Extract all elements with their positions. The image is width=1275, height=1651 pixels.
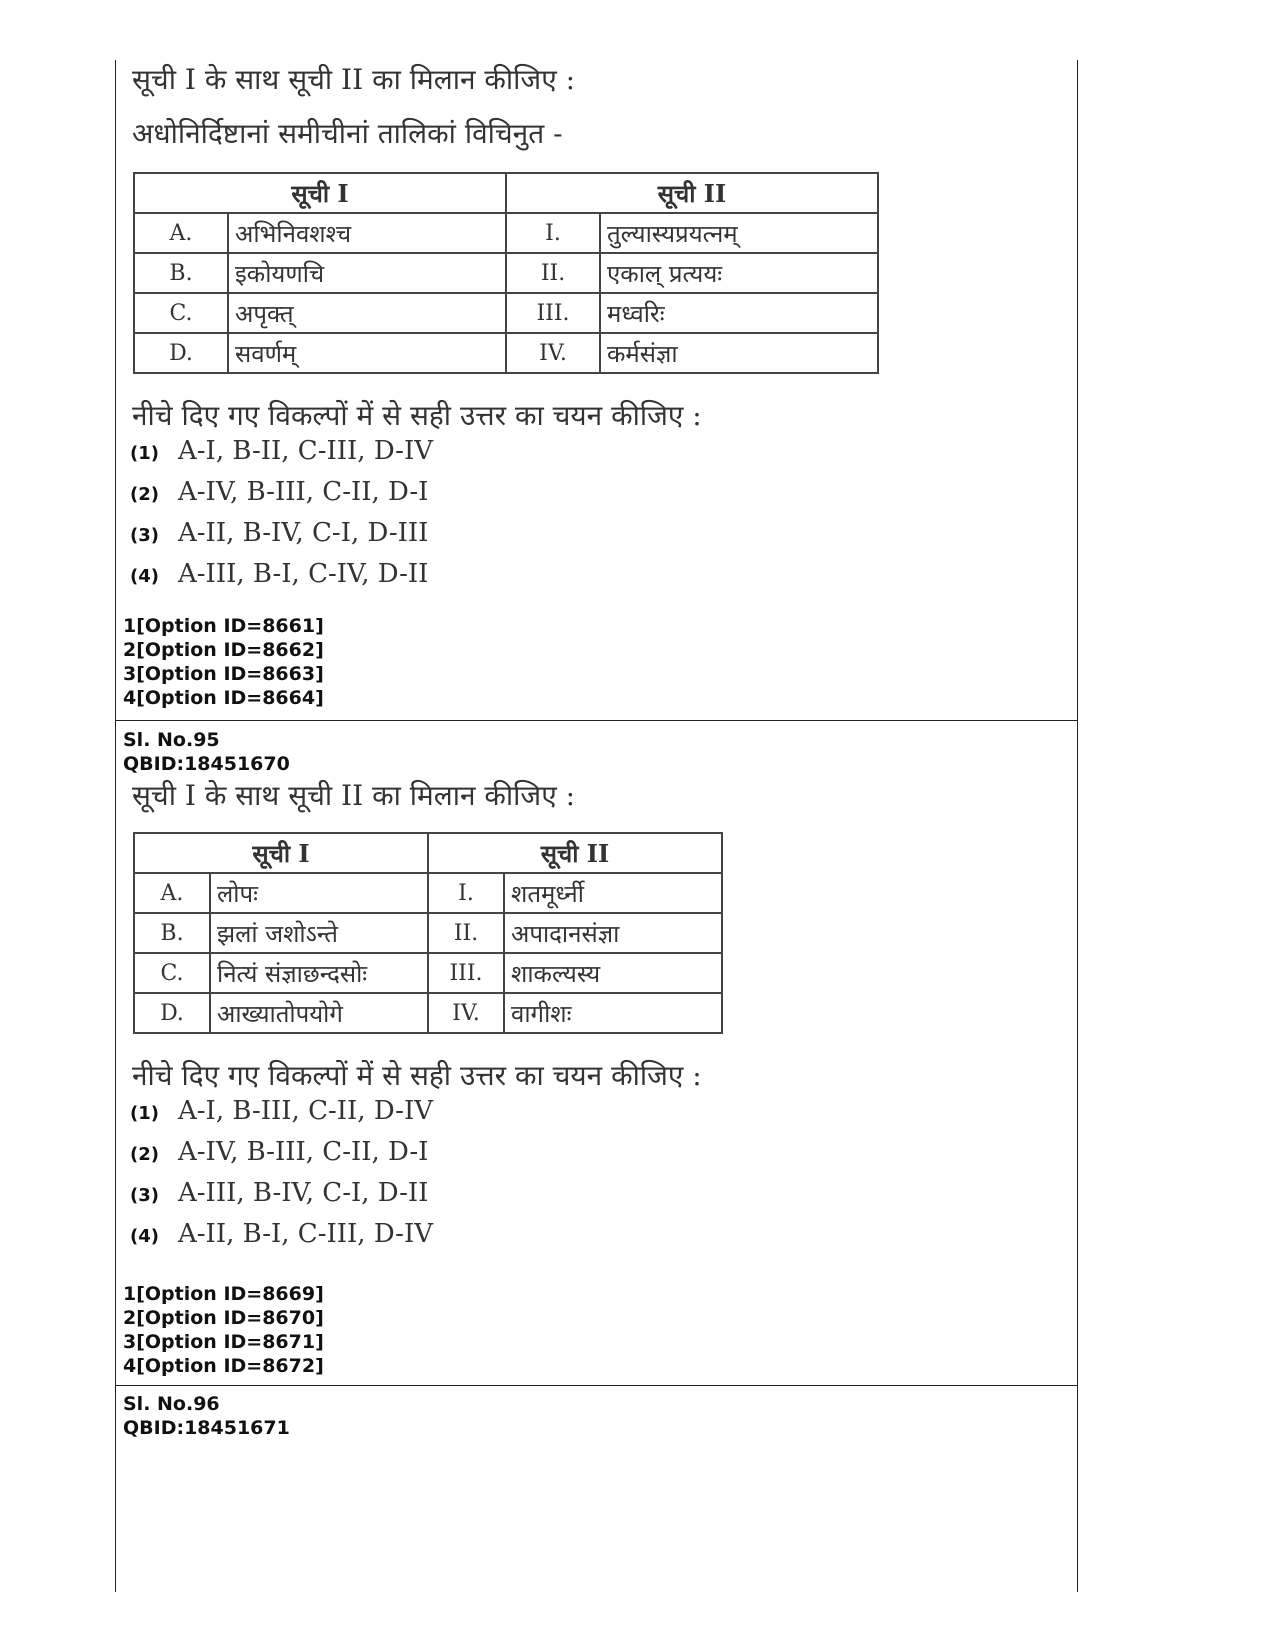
option-text: A-I, B-II, C-III, D-IV: [178, 436, 433, 466]
option-2[interactable]: [130, 477, 1077, 518]
choose-answer-prompt: नीचे दिए गए विकल्पों में से सही उत्तर का चयन कीजिए :: [132, 1059, 702, 1092]
option-number: (2): [130, 484, 159, 505]
list-2-item: तुल्यास्यप्रयत्नम्: [600, 213, 878, 253]
option-text: A-III, B-I, C-IV, D-II: [178, 559, 429, 589]
option-id-line: 1[Option ID=8669]: [123, 1283, 324, 1305]
list-2-label: II.: [428, 913, 504, 953]
question-stem-hindi: सूची I के साथ सूची II का मिलान कीजिए :: [132, 63, 576, 96]
question-94: [116, 60, 1077, 710]
question-96: [116, 1392, 1077, 1440]
list-1-item: सवर्णम्: [228, 333, 506, 373]
option-ids: [123, 614, 1077, 710]
option-4[interactable]: [130, 559, 1077, 600]
option-4[interactable]: [130, 1219, 1077, 1260]
option-id-line: 2[Option ID=8662]: [123, 639, 324, 661]
question-divider: [116, 1385, 1077, 1386]
list-1-label: C.: [134, 953, 210, 993]
list-1-header: सूची I: [134, 173, 506, 213]
list-1-item: अपृक्त्: [228, 293, 506, 333]
question-paper-frame: [115, 60, 1078, 1592]
option-text: A-IV, B-III, C-II, D-I: [178, 1137, 429, 1167]
list-2-label: III.: [428, 953, 504, 993]
list-2-item: मध्वरिः: [600, 293, 878, 333]
list-1-header: सूची I: [134, 833, 428, 873]
qbid: QBID:18451670: [123, 753, 290, 775]
option-id-line: 1[Option ID=8661]: [123, 615, 324, 637]
table-row: [134, 293, 878, 333]
qbid: QBID:18451671: [123, 1417, 290, 1439]
question-95: [116, 728, 1077, 1378]
option-text: A-II, B-I, C-III, D-IV: [178, 1219, 433, 1249]
option-number: (2): [130, 1144, 159, 1165]
option-text: A-III, B-IV, C-I, D-II: [178, 1178, 429, 1208]
table-row: [134, 953, 722, 993]
list-2-header: सूची II: [428, 833, 722, 873]
question-divider: [116, 720, 1077, 721]
option-number: (1): [130, 1103, 159, 1124]
option-number: (1): [130, 443, 159, 464]
list-1-item: आख्यातोपयोगे: [210, 993, 428, 1033]
list-1-item: लोपः: [210, 873, 428, 913]
question-stem-hindi: सूची I के साथ सूची II का मिलान कीजिए :: [132, 779, 576, 812]
option-text: A-I, B-III, C-II, D-IV: [178, 1096, 433, 1126]
option-number: (4): [130, 566, 159, 587]
option-ids: [123, 1282, 1077, 1378]
option-id-line: 4[Option ID=8664]: [123, 687, 324, 709]
list-2-label: I.: [428, 873, 504, 913]
option-number: (3): [130, 1185, 159, 1206]
options-list: [116, 1096, 1077, 1260]
list-1-label: B.: [134, 253, 228, 293]
option-2[interactable]: [130, 1137, 1077, 1178]
table-row: [134, 333, 878, 373]
list-1-label: A.: [134, 873, 210, 913]
option-1[interactable]: [130, 1096, 1077, 1137]
list-2-item: शतमूर्ध्नी: [504, 873, 722, 913]
option-1[interactable]: [130, 436, 1077, 477]
match-table: [133, 832, 723, 1034]
list-2-label: I.: [506, 213, 600, 253]
list-1-label: A.: [134, 213, 228, 253]
list-1-item: झलां जशोऽन्ते: [210, 913, 428, 953]
list-2-item: वागीशः: [504, 993, 722, 1033]
list-2-item: अपादानसंज्ञा: [504, 913, 722, 953]
option-text: A-II, B-IV, C-I, D-III: [178, 518, 429, 548]
list-1-label: C.: [134, 293, 228, 333]
list-2-item: शाकल्यस्य: [504, 953, 722, 993]
table-row: [134, 213, 878, 253]
option-number: (4): [130, 1226, 159, 1247]
option-id-line: 2[Option ID=8670]: [123, 1307, 324, 1329]
table-row: [134, 873, 722, 913]
list-2-header: सूची II: [506, 173, 878, 213]
question-stem-sanskrit: अधोनिर्दिष्टानां समीचीनां तालिकां विचिनुत -: [132, 117, 563, 150]
table-row: [134, 993, 722, 1033]
list-2-label: III.: [506, 293, 600, 333]
table-row: [134, 253, 878, 293]
list-1-label: D.: [134, 333, 228, 373]
list-1-label: B.: [134, 913, 210, 953]
serial-number: Sl. No.95: [123, 729, 220, 751]
list-2-label: IV.: [428, 993, 504, 1033]
list-2-item: कर्मसंज्ञा: [600, 333, 878, 373]
list-1-item: अभिनिवशश्च: [228, 213, 506, 253]
list-2-label: II.: [506, 253, 600, 293]
option-text: A-IV, B-III, C-II, D-I: [178, 477, 429, 507]
match-table: [133, 172, 879, 374]
list-1-item: नित्यं संज्ञाछन्दसोः: [210, 953, 428, 993]
table-row: [134, 913, 722, 953]
option-id-line: 3[Option ID=8663]: [123, 663, 324, 685]
choose-answer-prompt: नीचे दिए गए विकल्पों में से सही उत्तर का चयन कीजिए :: [132, 399, 702, 432]
option-number: (3): [130, 525, 159, 546]
list-2-label: IV.: [506, 333, 600, 373]
option-3[interactable]: [130, 1178, 1077, 1219]
serial-number: Sl. No.96: [123, 1393, 220, 1415]
list-2-item: एकाल् प्रत्ययः: [600, 253, 878, 293]
option-id-line: 4[Option ID=8672]: [123, 1355, 324, 1377]
list-1-label: D.: [134, 993, 210, 1033]
option-3[interactable]: [130, 518, 1077, 559]
options-list: [116, 436, 1077, 600]
option-id-line: 3[Option ID=8671]: [123, 1331, 324, 1353]
list-1-item: इकोयणचि: [228, 253, 506, 293]
